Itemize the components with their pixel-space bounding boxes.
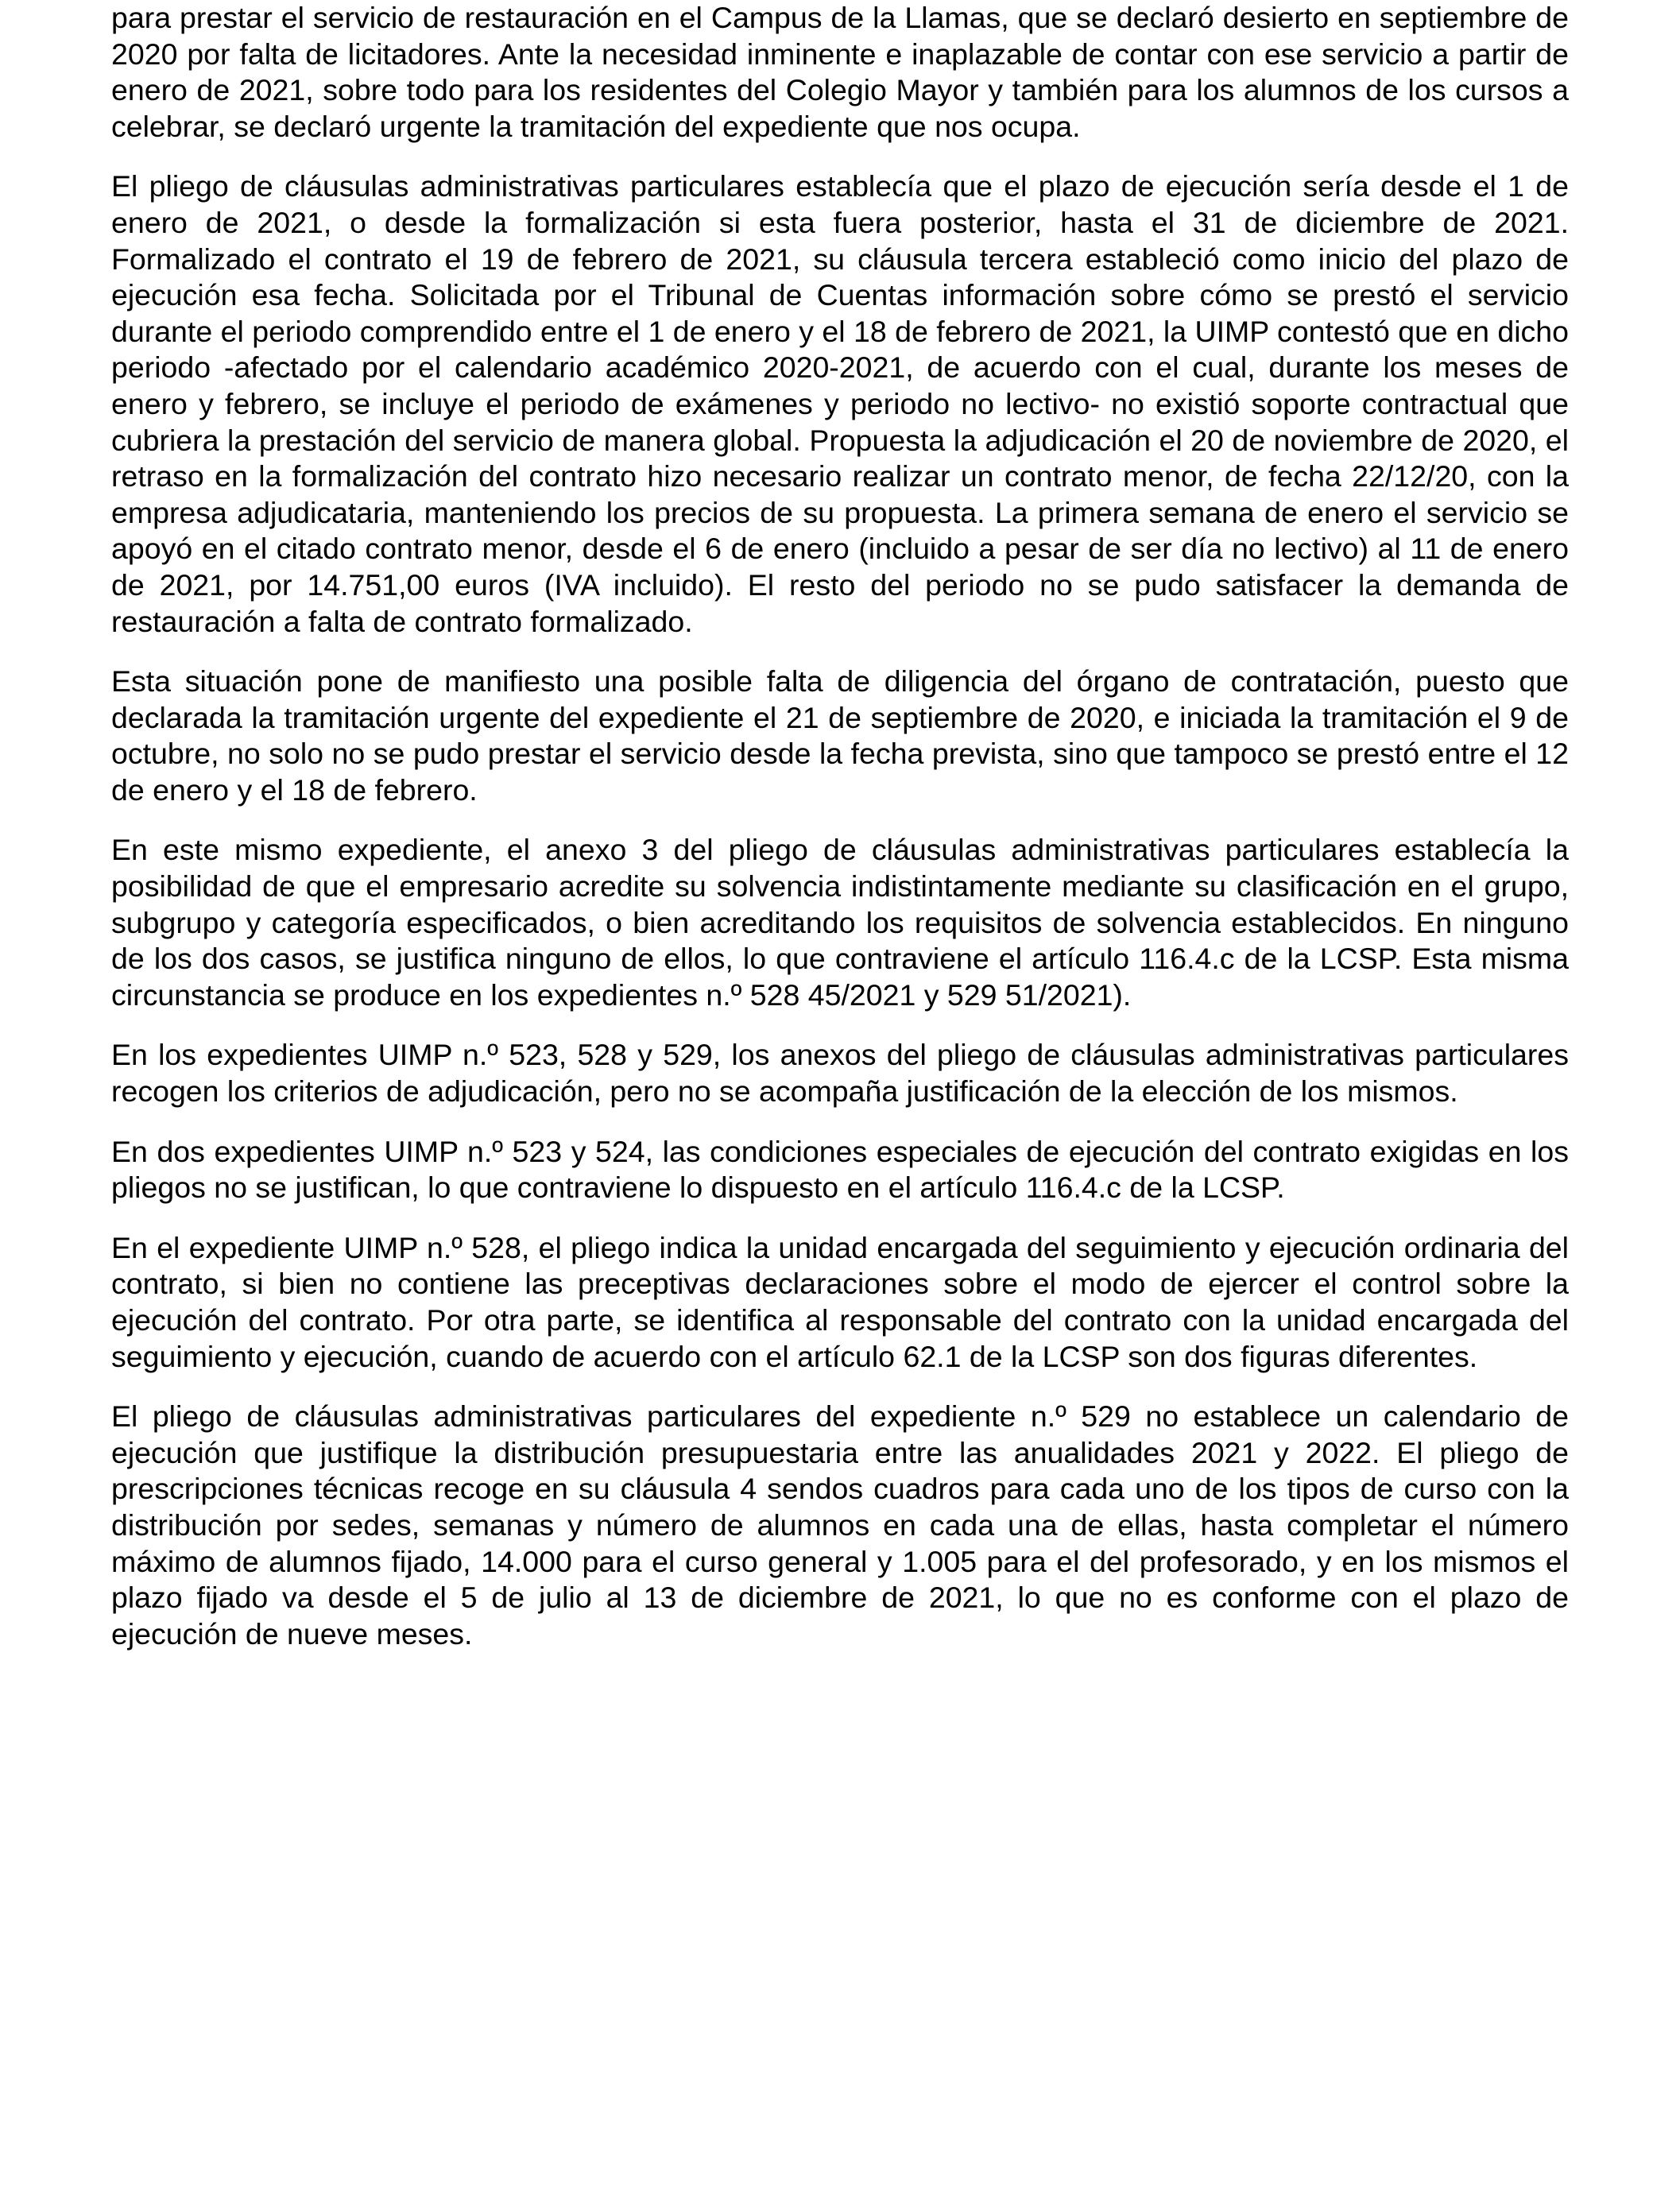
paragraph-5: En los expedientes UIMP n.º 523, 528 y 529, los anexos del pliego de cláusulas administrativas particulares recogen los criterios de adjudicación, pero no se acompaña justificación de la elección de los mismos. xyxy=(111,1038,1569,1109)
paragraph-1: para prestar el servicio de restauración en el Campus de la Llamas, que se declaró desierto en septiembre de 2020 por falta de licitadores. Ante la necesidad inminente e inaplazable de contar con ese servicio a partir de enero de 2021, sobre todo para los residentes del Colegio Mayor y también para los alumnos de los cursos a celebrar, se declaró urgente la tramitación del expediente que nos ocupa. xyxy=(111,1,1569,143)
paragraph-3: Esta situación pone de manifiesto una posible falta de diligencia del órgano de contratación, puesto que declarada la tramitación urgente del expediente el 21 de septiembre de 2020, e iniciada la tramitación el 9 de octubre, no solo no se pudo prestar el servicio desde la fecha prevista, sino que tampoco se prestó entre el 12 de enero y el 18 de febrero. xyxy=(111,664,1569,807)
paragraph-6: En dos expedientes UIMP n.º 523 y 524, las condiciones especiales de ejecución del contrato exigidas en los pliegos no se justifican, lo que contraviene lo dispuesto en el artículo 116.4.c de la LCSP. xyxy=(111,1134,1569,1205)
paragraph-7: En el expediente UIMP n.º 528, el pliego indica la unidad encargada del seguimiento y ejecución ordinaria del contrato, si bien no contiene las preceptivas declaraciones sobre el modo de ejercer el control sobre la ejecución del contrato. Por otra parte, se identifica al responsable del contrato con la unidad encargada del seguimiento y ejecución, cuando de acuerdo con el artículo 62.1 de la LCSP son dos figuras diferentes. xyxy=(111,1230,1569,1373)
paragraph-2: El pliego de cláusulas administrativas particulares establecía que el plazo de ejecución sería desde el 1 de enero de 2021, o desde la formalización si esta fuera posterior, hasta el 31 de diciembre de 2021. Formalizado el contrato el 19 de febrero de 2021, su cláusula tercera estableció como inicio del plazo de ejecución esa fecha. Solicitada por el Tribunal de Cuentas información sobre cómo se prestó el servicio durante el periodo comprendido entre el 1 de enero y el 18 de febrero de 2021, la UIMP contestó que en dicho periodo -afectado por el calendario académico 2020-2021, de acuerdo con el cual, durante los meses de enero y febrero, se incluye el periodo de exámenes y periodo no lectivo- no existió soporte contractual que cubriera la prestación del servicio de manera global. Propuesta la adjudicación el 20 de noviembre de 2020, el retraso en la formalización del contrato hizo necesario realizar un contrato menor, de fecha 22/12/20, con la empresa adjudicataria, manteniendo los precios de su propuesta. La primera semana de enero el servicio se apoyó en el citado contrato menor, desde el 6 de enero (incluido a pesar de ser día no lectivo) al 11 de enero de 2021, por 14.751,00 euros (IVA incluido). El resto del periodo no se pudo satisfacer la demanda de restauración a falta de contrato formalizado. xyxy=(111,169,1569,638)
document-body xyxy=(111,0,1569,1676)
paragraph-8: El pliego de cláusulas administrativas particulares del expediente n.º 529 no establece un calendario de ejecución que justifique la distribución presupuestaria entre las anualidades 2021 y 2022. El pliego de prescripciones técnicas recoge en su cláusula 4 sendos cuadros para cada uno de los tipos de curso con la distribución por sedes, semanas y número de alumnos en cada una de ellas, hasta completar el número máximo de alumnos fijado, 14.000 para el curso general y 1.005 para el del profesorado, y en los mismos el plazo fijado va desde el 5 de julio al 13 de diciembre de 2021, lo que no es conforme con el plazo de ejecución de nueve meses. xyxy=(111,1399,1569,1651)
paragraph-4: En este mismo expediente, el anexo 3 del pliego de cláusulas administrativas particulares establecía la posibilidad de que el empresario acredite su solvencia indistintamente mediante su clasificación en el grupo, subgrupo y categoría especificados, o bien acreditando los requisitos de solvencia establecidos. En ninguno de los dos casos, se justifica ninguno de ellos, lo que contraviene el artículo 116.4.c de la LCSP. Esta misma circunstancia se produce en los expedientes n.º 528 45/2021 y 529 51/2021). xyxy=(111,833,1569,1012)
